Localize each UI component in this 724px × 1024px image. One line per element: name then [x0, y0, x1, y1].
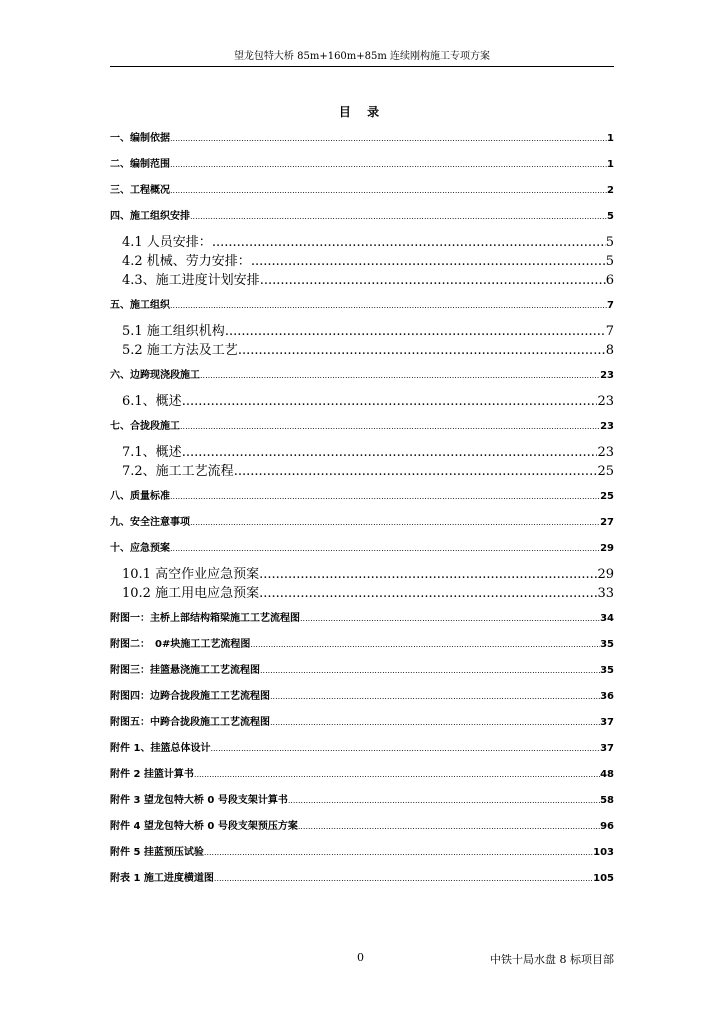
toc-entry-title: 7.1、概述 — [122, 445, 182, 460]
toc-leader-dots — [214, 866, 593, 892]
toc-leader-dots — [234, 462, 598, 481]
footer-organization: 中铁十局水盘 8 标项目部 — [490, 953, 614, 966]
toc-entry-title: 六、边跨现浇段施工 — [110, 370, 200, 381]
table-of-contents — [110, 126, 614, 892]
toc-entry[interactable] — [110, 484, 614, 510]
toc-entry-page: 25 — [600, 491, 614, 502]
toc-entry[interactable] — [110, 233, 614, 252]
toc-leader-dots — [190, 204, 607, 230]
toc-entry-title: 附图五：中跨合拢段施工工艺流程图 — [110, 717, 270, 728]
toc-entry[interactable] — [110, 322, 614, 341]
toc-leader-dots — [170, 536, 600, 562]
toc-entry[interactable] — [110, 584, 614, 603]
toc-entry-title: 附表 1 施工进度横道图 — [110, 873, 214, 884]
toc-leader-dots — [298, 814, 600, 840]
toc-leader-dots — [170, 178, 607, 204]
toc-leader-dots — [225, 322, 606, 341]
toc-leader-dots — [259, 584, 597, 603]
toc-leader-dots — [170, 484, 600, 510]
toc-entry-page: 23 — [597, 445, 614, 460]
toc-entry-page: 1 — [607, 133, 614, 144]
toc-leader-dots — [270, 710, 600, 736]
toc-entry-title: 三、工程概况 — [110, 185, 170, 196]
toc-leader-dots — [288, 788, 600, 814]
toc-entry-page: 35 — [600, 639, 614, 650]
toc-entry-page: 29 — [600, 543, 614, 554]
toc-entry-title: 5.2 施工方法及工艺 — [122, 343, 238, 358]
toc-entry-title: 4.2 机械、劳力安排： — [122, 254, 251, 269]
toc-leader-dots — [182, 443, 598, 462]
toc-entry-title: 6.1、概述 — [122, 394, 182, 409]
toc-entry[interactable] — [110, 710, 614, 736]
toc-entry-page: 23 — [600, 421, 614, 432]
toc-entry[interactable] — [110, 606, 614, 632]
toc-entry-page: 34 — [600, 613, 614, 624]
toc-leader-dots — [204, 840, 593, 866]
toc-leader-dots — [170, 126, 607, 152]
toc-entry-page: 25 — [597, 464, 614, 479]
toc-entry[interactable] — [110, 866, 614, 892]
toc-entry-title: 附件 3 望龙包特大桥 0 号段支架计算书 — [110, 795, 288, 806]
toc-entry-title: 7.2、施工工艺流程 — [122, 464, 234, 479]
toc-entry[interactable] — [110, 510, 614, 536]
toc-entry[interactable] — [110, 178, 614, 204]
toc-entry-title: 4.1 人员安排： — [122, 235, 212, 250]
toc-entry-page: 7 — [605, 324, 614, 339]
toc-leader-dots — [200, 363, 600, 389]
toc-entry[interactable] — [110, 293, 614, 319]
toc-leader-dots — [270, 684, 600, 710]
toc-entry-title: 附件 1、挂篮总体设计 — [110, 743, 211, 754]
toc-entry-page: 1 — [607, 159, 614, 170]
toc-entry[interactable] — [110, 252, 614, 271]
toc-leader-dots — [251, 252, 606, 271]
toc-entry-title: 附件 5 挂蓝预压试验 — [110, 847, 204, 858]
toc-entry-title: 四、施工组织安排 — [110, 211, 190, 222]
toc-entry-title: 附图二： 0#块施工工艺流程图 — [110, 639, 251, 650]
toc-entry-page: 5 — [605, 254, 614, 269]
header-title: 望龙包特大桥 85m+160m+85m 连续刚构施工专项方案 — [233, 51, 491, 62]
toc-entry-title: 二、编制范围 — [110, 159, 170, 170]
toc-entry[interactable] — [110, 840, 614, 866]
toc-entry[interactable] — [110, 736, 614, 762]
toc-entry-title: 附图三：挂篮悬浇施工工艺流程图 — [110, 665, 260, 676]
toc-entry-page: 58 — [600, 795, 614, 806]
toc-entry-page: 2 — [607, 185, 614, 196]
toc-entry-page: 35 — [600, 665, 614, 676]
toc-entry[interactable] — [110, 565, 614, 584]
toc-leader-dots — [260, 658, 600, 684]
toc-entry[interactable] — [110, 126, 614, 152]
toc-entry[interactable] — [110, 363, 614, 389]
toc-entry-page: 7 — [607, 300, 614, 311]
toc-entry-title: 五、施工组织 — [110, 300, 170, 311]
footer-page-number: 0 — [357, 951, 364, 964]
toc-entry-title: 10.2 施工用电应急预案 — [122, 586, 260, 601]
toc-entry-title: 八、质量标准 — [110, 491, 170, 502]
toc-entry-page: 37 — [600, 743, 614, 754]
toc-entry-page: 5 — [607, 211, 614, 222]
toc-entry[interactable] — [110, 271, 614, 290]
toc-entry-page: 96 — [600, 821, 614, 832]
toc-leader-dots — [170, 152, 607, 178]
toc-entry[interactable] — [110, 414, 614, 440]
toc-leader-dots — [190, 510, 600, 536]
toc-leader-dots — [170, 293, 607, 319]
toc-entry-title: 附图一：主桥上部结构箱梁施工工艺流程图 — [110, 613, 300, 624]
page-header — [110, 50, 614, 67]
toc-entry-page: 48 — [600, 769, 614, 780]
toc-entry-page: 37 — [600, 717, 614, 728]
toc-entry-page: 23 — [597, 394, 614, 409]
toc-entry-page: 33 — [597, 586, 614, 601]
toc-entry-page: 105 — [593, 873, 614, 884]
toc-leader-dots — [250, 632, 600, 658]
toc-entry-title: 附图四：边跨合拢段施工工艺流程图 — [110, 691, 270, 702]
toc-leader-dots — [260, 271, 606, 290]
toc-entry-page: 103 — [593, 847, 614, 858]
toc-entry[interactable] — [110, 536, 614, 562]
toc-title: 目 录 — [338, 105, 386, 119]
toc-entry-page: 23 — [600, 370, 614, 381]
toc-leader-dots — [210, 736, 600, 762]
toc-entry[interactable] — [110, 762, 614, 788]
toc-entry-page: 5 — [605, 235, 614, 250]
toc-entry-page: 36 — [600, 691, 614, 702]
toc-entry[interactable] — [110, 341, 614, 360]
toc-leader-dots — [180, 414, 600, 440]
toc-entry[interactable] — [110, 684, 614, 710]
toc-entry-title: 十、应急预案 — [110, 543, 170, 554]
toc-entry-page: 29 — [597, 567, 614, 582]
toc-entry[interactable] — [110, 632, 614, 658]
toc-entry-title: 4.3、施工进度计划安排 — [122, 273, 260, 288]
toc-entry[interactable] — [110, 658, 614, 684]
toc-entry-page: 27 — [600, 517, 614, 528]
toc-entry-page: 8 — [605, 343, 614, 358]
toc-leader-dots — [300, 606, 600, 632]
toc-entry-title: 5.1 施工组织机构 — [122, 324, 225, 339]
toc-entry-title: 附件 2 挂篮计算书 — [110, 769, 194, 780]
toc-entry[interactable] — [110, 788, 614, 814]
toc-entry[interactable] — [110, 814, 614, 840]
toc-leader-dots — [238, 341, 606, 360]
toc-leader-dots — [182, 392, 598, 411]
toc-entry-page: 6 — [605, 273, 614, 288]
toc-entry-title: 九、安全注意事项 — [110, 517, 190, 528]
toc-entry-title: 一、编制依据 — [110, 133, 170, 144]
toc-entry-title: 10.1 高空作业应急预案 — [122, 567, 260, 582]
toc-leader-dots — [259, 565, 597, 584]
toc-entry[interactable] — [110, 204, 614, 230]
toc-leader-dots — [194, 762, 600, 788]
toc-entry-title: 附件 4 望龙包特大桥 0 号段支架预压方案 — [110, 821, 298, 832]
toc-entry[interactable] — [110, 462, 614, 481]
toc-entry-title: 七、合拢段施工 — [110, 421, 180, 432]
toc-leader-dots — [212, 233, 606, 252]
toc-entry[interactable] — [110, 443, 614, 462]
toc-entry[interactable] — [110, 152, 614, 178]
toc-entry[interactable] — [110, 392, 614, 411]
